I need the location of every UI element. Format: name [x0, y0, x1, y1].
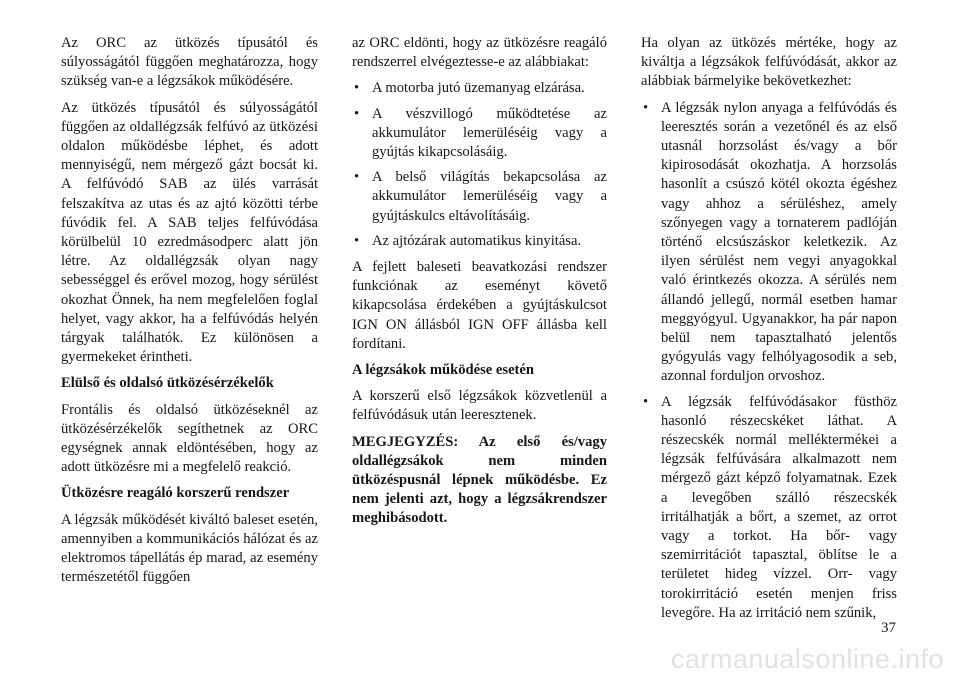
paragraph-reset-ignition: A fejlett baleseti beavatkozási rendszer funkciónak az eseményt követő kikapcsolása érdekében a gyújtáskulcsot IGN ON állásból IGN OFF állásba kell fordítani.	[352, 259, 607, 352]
paragraph-deflate: A korszerű első légzsákok közvetlenül a felfúvódásuk után leeresztenek.	[352, 388, 607, 424]
list-item: • Az ajtózárak automatikus kinyitása.	[352, 232, 607, 251]
paragraph-orc-intro: Az ORC az ütközés típusától és súlyosságától függően meghatározza, hogy szükség van-e a légzsákok működésére.	[61, 35, 318, 90]
list-item: • A motorba jutó üzemanyag elzárása.	[352, 79, 607, 98]
effects-list	[641, 99, 897, 623]
list-item: • A légzsák felfúvódásakor füsthöz hasonló részecskéket láthat. A részecskék normál melléktermékei a légzsák felfúvására alkalmazott nem mérgező gázt képző folyamatnak. Ezek a levegőben szálló részecskék irritálhatják a bőrt, a szemet, az orrot vagy a torkot. Ha bőr- vagy szemirritációt tapasztal, öblítse le a területet hideg vízzel. Orr- vagy torokirritáció esetén menjen friss levegőre. Ha az irritáció nem szűnik,	[641, 393, 897, 623]
heading-after-deployment: A légzsákok működése esetén	[352, 362, 535, 379]
list-item: • A vészvillogó működtetése az akkumulátor lemerüléséig vagy a gyújtás kikapcsolásáig.	[352, 105, 607, 163]
heading-enhanced-response: Ütközésre reagáló korszerű rendszer	[61, 485, 290, 502]
column-middle	[352, 34, 607, 536]
page-number: 37	[881, 620, 896, 636]
note-text: MEGJEGYZÉS: Az első és/vagy oldallégzsákok nem minden ütközéspusnál lépnek működésbe. Ez nem jelenti azt, hogy a légzsákrendszer meghibásodott.	[352, 433, 607, 527]
column-left	[61, 34, 318, 594]
paragraph-enhanced-response: A légzsák működését kiváltó baleset esetén, amennyiben a kommunikációs hálózat és az elektromos tápellátás ép marad, az esemény természetétől függően	[61, 511, 318, 586]
response-action-list	[352, 79, 607, 251]
column-right	[641, 34, 897, 630]
list-item: • A légzsák nylon anyaga a felfúvódás és leeresztés során a vezetőnél és az első utasnál horzsolást és/vagy a bőr kipirosodását okozhatja. A horzsolás hasonlít a csúszó kötél okozta égéshez vagy ahhoz a sérüléshez, amely szőnyegen vagy a tornaterem padlóján történő elcsúszáskor keletkezik. Az ilyen sérülést nem vegyi anyagokkal való érintkezés okozza. A sérülés nem állandó jellegű, normál esetben hamar meggyógyul. Ugyanakkor, ha pár napon belül nem tapasztalható jelentős gyógyulás vagy felhólyagosodik a seb, azonnal forduljon orvoshoz.	[641, 99, 897, 387]
paragraph-effects-intro: Ha olyan az ütközés mértéke, hogy az kiváltja a légzsákok felfúvódását, akkor az alábbiak bármelyike bekövetkezhet:	[641, 35, 897, 90]
paragraph-orc-decides: az ORC eldönti, hogy az ütközésre reagáló rendszerrel elvégeztesse-e az alábbiakat:	[352, 35, 607, 71]
watermark-text: carmanualsonline.info	[670, 644, 944, 674]
paragraph-side-airbag: Az ütközés típusától és súlyosságától függően az oldallégzsák felfúvó az ütközési oldalon működésbe léphet, és adott mennyiségű, nem mérgező gázt bocsát ki. A felfúvódó SAB az ülés varrását felszakítva az utas és az ajtó közötti térbe fúvódik fel. A SAB teljes felfúvódása körülbelül 10 ezredmásodperc alatt jön létre. Az oldallégzsák olyan nagy sebességgel és erővel mozog, hogy sérülést okozhat Önnek, ha nem megfelelően foglal helyet, vagy akkor, ha a felfúvódás helyén tárgyak találhatók. Ez különösen a gyermekeket érintheti.	[61, 99, 318, 366]
heading-impact-sensors: Elülső és oldalsó ütközésérzékelők	[61, 375, 274, 392]
paragraph-impact-sensors: Frontális és oldalsó ütközéseknél az ütközésérzékelők segíthetnek az ORC egységnek annak eldöntésében, hogy az adott ütközésre mi a megfelelő reakció.	[61, 401, 318, 476]
list-item: • A belső világítás bekapcsolása az akkumulátor lemerüléséig vagy a gyújtáskulcs eltávolításáig.	[352, 168, 607, 226]
